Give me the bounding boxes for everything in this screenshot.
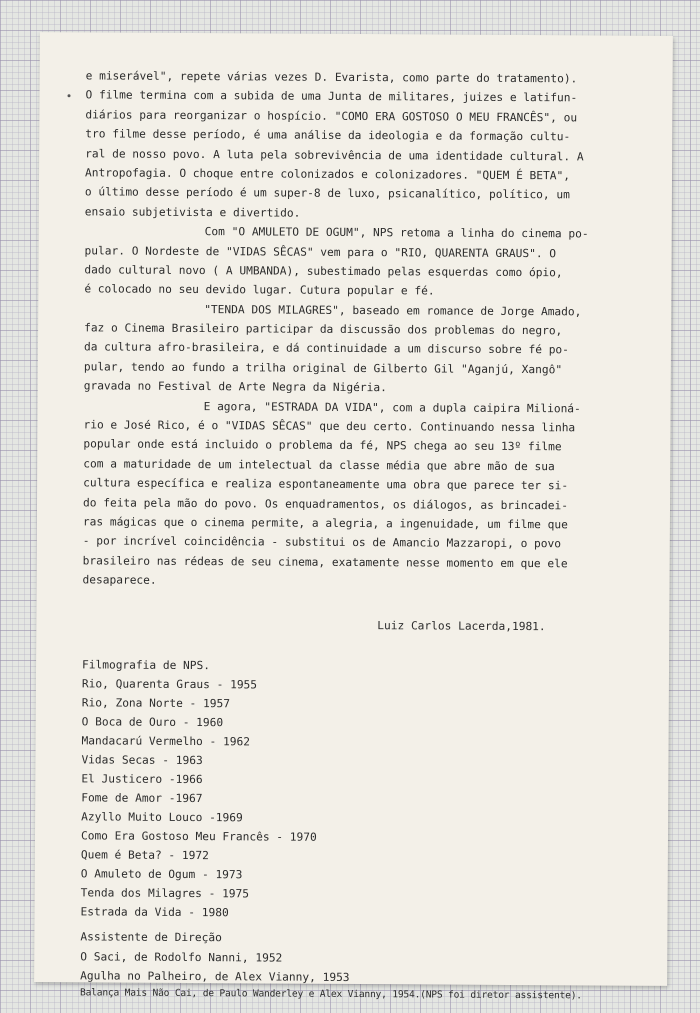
- body-line: "TENDA DOS MILAGRES", baseado em romance de Jorge Amado,: [204, 302, 582, 319]
- body-line: ensaio subjetivista e divertido.: [84, 205, 301, 220]
- filmography-item: Fome de Amor -1967: [81, 791, 203, 806]
- filmography-title: Filmografia de NPS.: [82, 658, 211, 673]
- filmography-item: Azyllo Muito Louco -1969: [81, 810, 243, 825]
- body-line: rio e José Rico, é o "VIDAS SÊCAS" que deu certo. Continuando nessa linha: [83, 418, 576, 435]
- body-line: é colocado no seu devido lugar. Cutura popular e fé.: [84, 282, 435, 298]
- body-line: faz o Cinema Brasileiro participar da discussão dos problemas do negro,: [84, 321, 563, 338]
- filmography-item: Rio, Quarenta Graus - 1955: [81, 677, 258, 692]
- body-line: E agora, "ESTRADA DA VIDA", com a dupla caipira Milioná-: [203, 399, 581, 416]
- body-line: pular. O Nordeste de "VIDAS SÊCAS" vem para o "RIO, QUARENTA GRAUS". O: [84, 243, 557, 260]
- body-line: o último desse período é um super-8 de luxo, psicanalítico, político, um: [84, 185, 570, 202]
- body-line: Com "O AMULETO DE OGUM", NPS retoma a linha do cinema po-: [204, 225, 589, 241]
- body-line: O filme termina com a subida de uma Junta de militares, juizes e latifun-: [85, 88, 578, 105]
- body-line: dado cultural novo ( A UMBANDA), subestimado pelas esquerdas como ópio,: [84, 263, 563, 280]
- assistant-director-list: [80, 927, 582, 1002]
- assistant-item: Agulha no Palheiro, de Alex Vianny, 1953: [80, 969, 350, 984]
- body-line: com a maturidade de um intelectual da classe média que abre mão de sua: [83, 457, 555, 474]
- body-line: pular, tendo ao fundo a trilha original de Gilberto Gil "Aganjú, Xangô": [83, 360, 563, 377]
- filmography-item: O Amuleto de Ogum - 1973: [80, 867, 243, 882]
- assistant-title: Assistente de Direção: [80, 930, 222, 945]
- body-line: brasileiro nas rédeas de seu cinema, exatamente nesse momento em que ele: [82, 554, 568, 571]
- filmography-item: Vidas Secas - 1963: [81, 753, 203, 768]
- filmography-item: Estrada da Vida - 1980: [80, 905, 229, 920]
- filmography-item: O Boca de Ouro - 1960: [81, 715, 224, 730]
- paper-sheet: [34, 32, 673, 1001]
- body-line: ral de nosso povo. A luta pela sobrevivência de uma identidade cultural. A: [85, 146, 584, 163]
- signature: Luiz Carlos Lacerda,1981.: [377, 619, 546, 634]
- body-line: popular onde está incluido o problema da fé, NPS chega ao seu 13º filme: [83, 437, 562, 454]
- typed-text: [80, 66, 686, 1001]
- filmography: [80, 655, 317, 922]
- filmography-item: El Justicero -1966: [81, 772, 203, 787]
- body-line: da cultura afro-brasileira, e dá continuidade a um discurso sobre fé po-: [83, 340, 569, 357]
- margin-dot: [68, 94, 71, 97]
- filmography-item: Mandacarú Vermelho - 1962: [81, 734, 251, 749]
- assistant-item: O Saci, de Rodolfo Nanni, 1952: [80, 949, 283, 965]
- body-line: diários para reorganizar o hospício. "COMO ERA GOSTOSO O MEU FRANCÊS", ou: [85, 108, 578, 125]
- filmography-item: Rio, Zona Norte - 1957: [81, 696, 231, 711]
- assistant-item: Balança Mais Não Cai, de Paulo Wanderley e Alex Vianny, 1954.(NPS foi diretor assistente).: [80, 986, 582, 1001]
- body-line: ras mágicas que o cinema permite, a alegria, a ingenuidade, um filme que: [82, 515, 568, 532]
- body-line: gravada no Festival de Arte Negra da Nigéria.: [83, 379, 387, 395]
- body-line: - por incrível coincidência - substitui os de Amancio Mazzaropi, o povo: [82, 534, 562, 551]
- body-line: cultura específica e realiza espontaneamente uma obra que parece ter si-: [83, 476, 569, 493]
- body-line: Antropofagia. O choque entre colonizados e colonizadores. "QUEM É BETA",: [85, 166, 571, 183]
- filmography-item: Quem é Beta? - 1972: [80, 848, 209, 863]
- body-line: e miserável", repete várias vezes D. Evarista, como parte do tratamento).: [85, 69, 578, 86]
- body-line: tro filme desse período, é uma análise da ideologia e da formação cultu-: [85, 127, 571, 144]
- filmography-item: Como Era Gostoso Meu Francês - 1970: [80, 829, 317, 844]
- body-line: do feita pela mão do povo. Os enquadramentos, os diálogos, as brincadei-: [82, 495, 569, 512]
- filmography-item: Tenda dos Milagres - 1975: [80, 886, 250, 901]
- body-line: desaparece.: [82, 573, 157, 587]
